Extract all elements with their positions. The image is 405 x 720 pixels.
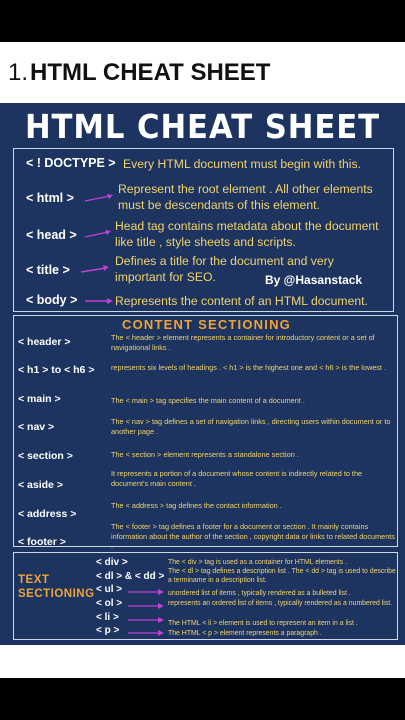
- tag-body: < body >: [26, 293, 78, 307]
- tag-head: < head >: [26, 228, 77, 242]
- tag-header: < header >: [18, 336, 71, 348]
- tag-ol: < ol >: [96, 598, 123, 609]
- arrow-icon: [127, 588, 165, 596]
- arrow-icon: [127, 629, 165, 637]
- desc-li: The HTML < li > element is used to represent an item in a list .: [168, 620, 358, 627]
- text-sectioning-label: [18, 573, 95, 601]
- tag-html: < html >: [26, 191, 74, 205]
- desc-ul: unordered list of items , typically rendered as a bulleted list .: [168, 590, 351, 597]
- tag-doctype: < ! DOCTYPE >: [26, 156, 116, 170]
- content-sectioning-title: CONTENT SECTIONING: [122, 317, 291, 332]
- tag-section: < section >: [18, 450, 73, 462]
- desc-footer: The < footer > tag defines a footer for a document or section . It mainly contains information about the author of the section , copyright data or links to related documents .: [111, 522, 395, 551]
- arrow-icon: [80, 264, 110, 274]
- desc-aside: It represents a portion of a document whose content is indirectly related to the document's main content .: [111, 469, 363, 488]
- desc-doctype: Every HTML document must begin with this.: [123, 157, 361, 171]
- content-sectioning-box: [13, 315, 398, 551]
- text-sectioning-box: [13, 552, 398, 640]
- arrow-icon: [84, 229, 112, 239]
- text-sectioning-label-line2: SECTIONING: [18, 588, 95, 600]
- poster-title: HTML CHEAT SHEET: [24, 107, 381, 146]
- cheat-sheet-image: [0, 103, 405, 645]
- arrow-icon: [84, 193, 114, 203]
- desc-dl-dd: The < dl > tag defines a description list . The < dd > tag is used to describe a terminame in a description list.: [168, 568, 396, 584]
- basic-tags-box: [13, 148, 394, 312]
- desc-section: The < section > element represents a standalone section .: [111, 450, 299, 459]
- tag-aside: < aside >: [18, 479, 63, 491]
- tag-div: < div >: [96, 557, 128, 568]
- arrow-icon: [127, 616, 165, 624]
- tag-title: < title >: [26, 263, 70, 277]
- desc-body: Represents the content of an HTML document.: [115, 294, 368, 308]
- bottom-black-bar: [0, 678, 405, 720]
- desc-title: Defines a title for the document and very important for SEO.: [115, 254, 334, 284]
- desc-ol: represents an ordered list of items , typically rendered as a numbered list.: [168, 600, 393, 607]
- tag-nav: < nav >: [18, 421, 55, 433]
- desc-nav: The < nav > tag defines a set of navigation links , directing users within document or to another page .: [111, 417, 391, 436]
- tag-ul: < ul >: [96, 584, 123, 595]
- tag-footer: < footer >: [18, 536, 66, 548]
- tag-h1-h6: < h1 > to < h6 >: [18, 364, 95, 376]
- heading-number: 1.: [8, 59, 29, 86]
- text-sectioning-label-line1: TEXT: [18, 574, 50, 586]
- tag-address: < address >: [18, 508, 77, 520]
- tag-main: < main >: [18, 393, 61, 405]
- desc-head: Head tag contains metadata about the document like title , style sheets and scripts.: [115, 219, 379, 249]
- page-heading: [8, 58, 270, 88]
- author-credit: By @Hasanstack: [265, 273, 363, 287]
- desc-header: The < header > element represents a container for introductory content or a set of navigational links .: [111, 333, 375, 352]
- desc-main: The < main > tag specifies the main content of a document .: [111, 396, 305, 405]
- tag-li: < li >: [96, 612, 119, 623]
- top-black-bar: [0, 0, 405, 42]
- desc-html: Represent the root element . All other elements must be descendants of this element.: [118, 182, 373, 212]
- desc-address: The < address > tag defines the contact information .: [111, 501, 282, 510]
- desc-p: The HTML < p > element represents a paragraph .: [168, 630, 322, 637]
- arrow-icon: [84, 296, 114, 306]
- heading-text: HTML CHEAT SHEET: [30, 59, 271, 86]
- desc-div: The < div > tag is used as a container for HTML elements .: [168, 559, 347, 566]
- arrow-icon: [127, 602, 165, 610]
- desc-h1-h6: represents six levels of headings . < h1 > is the highest one and < h6 > is the lowest .: [111, 363, 387, 372]
- tag-dl-dd: < dl > & < dd >: [96, 571, 165, 582]
- tag-p: < p >: [96, 625, 120, 636]
